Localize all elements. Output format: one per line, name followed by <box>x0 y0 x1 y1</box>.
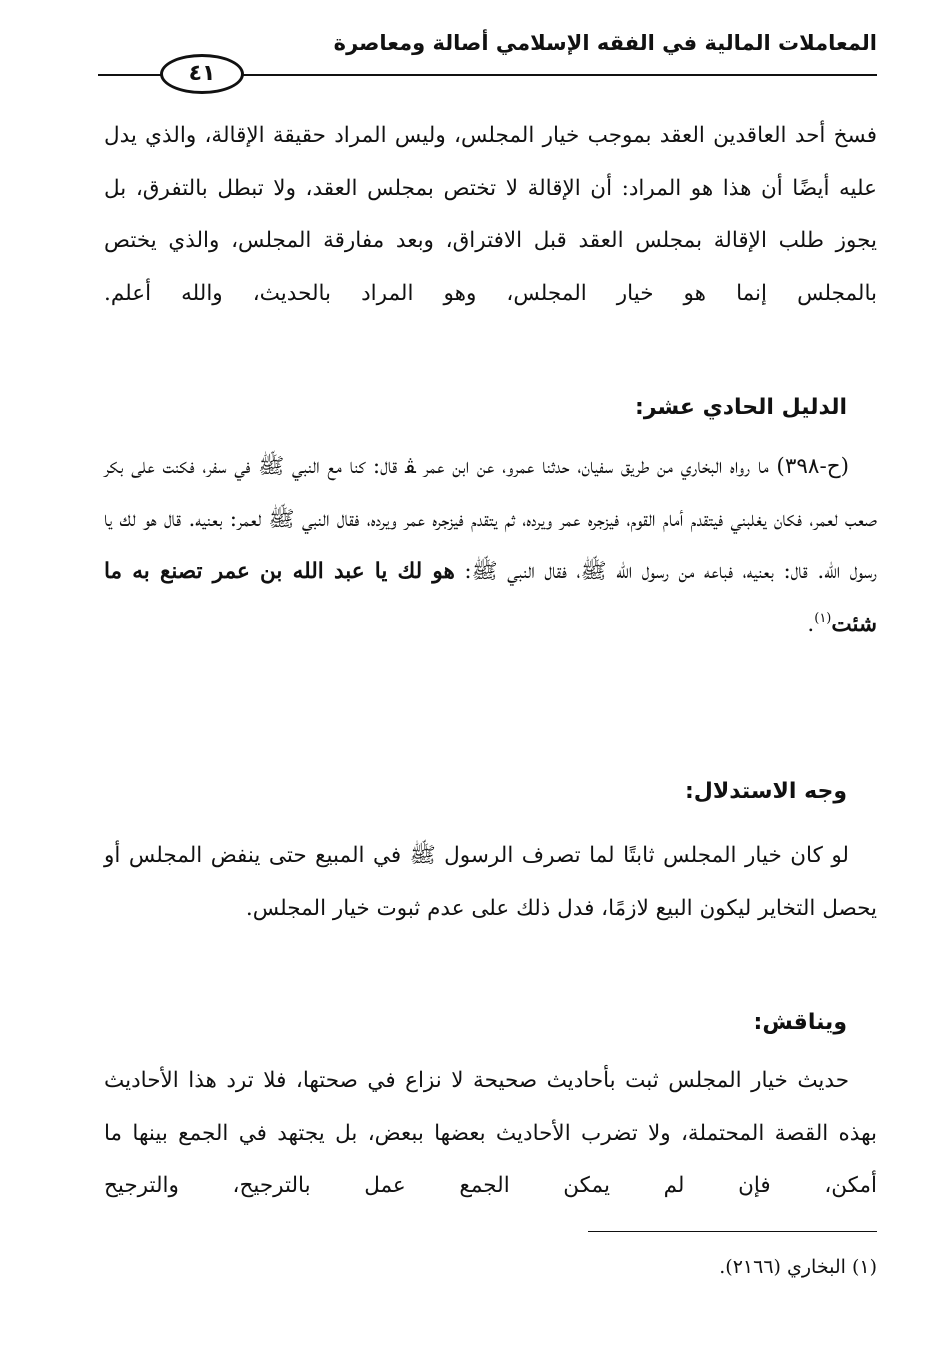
footnote-1: (١) البخاري (٢١٦٦). <box>719 1256 877 1278</box>
heading-inference: وجه الاستدلال: <box>684 779 847 804</box>
heading-discussion: ويناقش: <box>753 1010 847 1035</box>
page-number-oval <box>160 54 244 94</box>
paragraph-discussion: حديث خيار المجلس ثبت بأحاديث صحيحة لا نزاع في صحتها، فلا ترد هذا الأحاديث بهذه القصة المحتملة، ولا تضرب الأحاديث بعضها ببعض، بل يجتهد في الجمع بينها ما أمكن، فإن لم يمكن الجمع عمل بالترجيح، والترجيح <box>104 1068 877 1198</box>
hadith-quote: هو لك يا عبد الله بن عمر تصنع به ما شئت <box>104 559 877 637</box>
heading-eleventh-evidence: الدليل الحادي عشر: <box>635 395 847 420</box>
hadith-end: . <box>807 611 815 637</box>
paragraph-hadith <box>104 441 877 651</box>
footnote-separator <box>588 1231 877 1232</box>
running-header-title: المعاملات المالية في الفقه الإسلامي أصالة ومعاصرة <box>333 31 877 55</box>
paragraph-inference: لو كان خيار المجلس ثابتًا لما تصرف الرسول ﷺ في المبيع حتى ينفض المجلس أو يحصل التخاير ليكون البيع لازمًا، فدل ذلك على عدم ثبوت خيار المجلس. <box>104 843 877 921</box>
footnote-ref-1[interactable]: (١) <box>814 610 832 626</box>
paragraph-1: فسخ أحد العاقدين العقد بموجب خيار المجلس، وليس المراد حقيقة الإقالة، والذي يدل عليه أيضًا أن هذا هو المراد: أن الإقالة لا تختص بمجلس العقد، ولا تبطل بالتفرق، بل يجوز طلب الإقالة بمجلس العقد قبل الافتراق، وبعد مفارقة المجلس، والذي يختص بالمجلس إنما هو خيار المجلس، وهو المراد بالحديث، والله أعلم. <box>104 123 877 306</box>
page-number: ٤١ <box>188 61 216 86</box>
hadith-intro: (ح-٣٩٨) ما رواه البخاري من طريق سفيان، حدثنا عمرو، عن ابن عمر ﭭ قال: كنا مع النبي ﷺ في سفر، فكنت على بكر صعب لعمر، فكان يغلبني فيتقدم أمام القوم، فيزجره عمر ويرده، ثم يتقدم فيزجره عمر ويرده، فقال النبي ﷺ لعمر: بعنيه. قال هو لك يا رسول الله. قال: بعنيه، فباعه من رسول الله ﷺ، فقال النبي ﷺ: <box>104 454 877 584</box>
